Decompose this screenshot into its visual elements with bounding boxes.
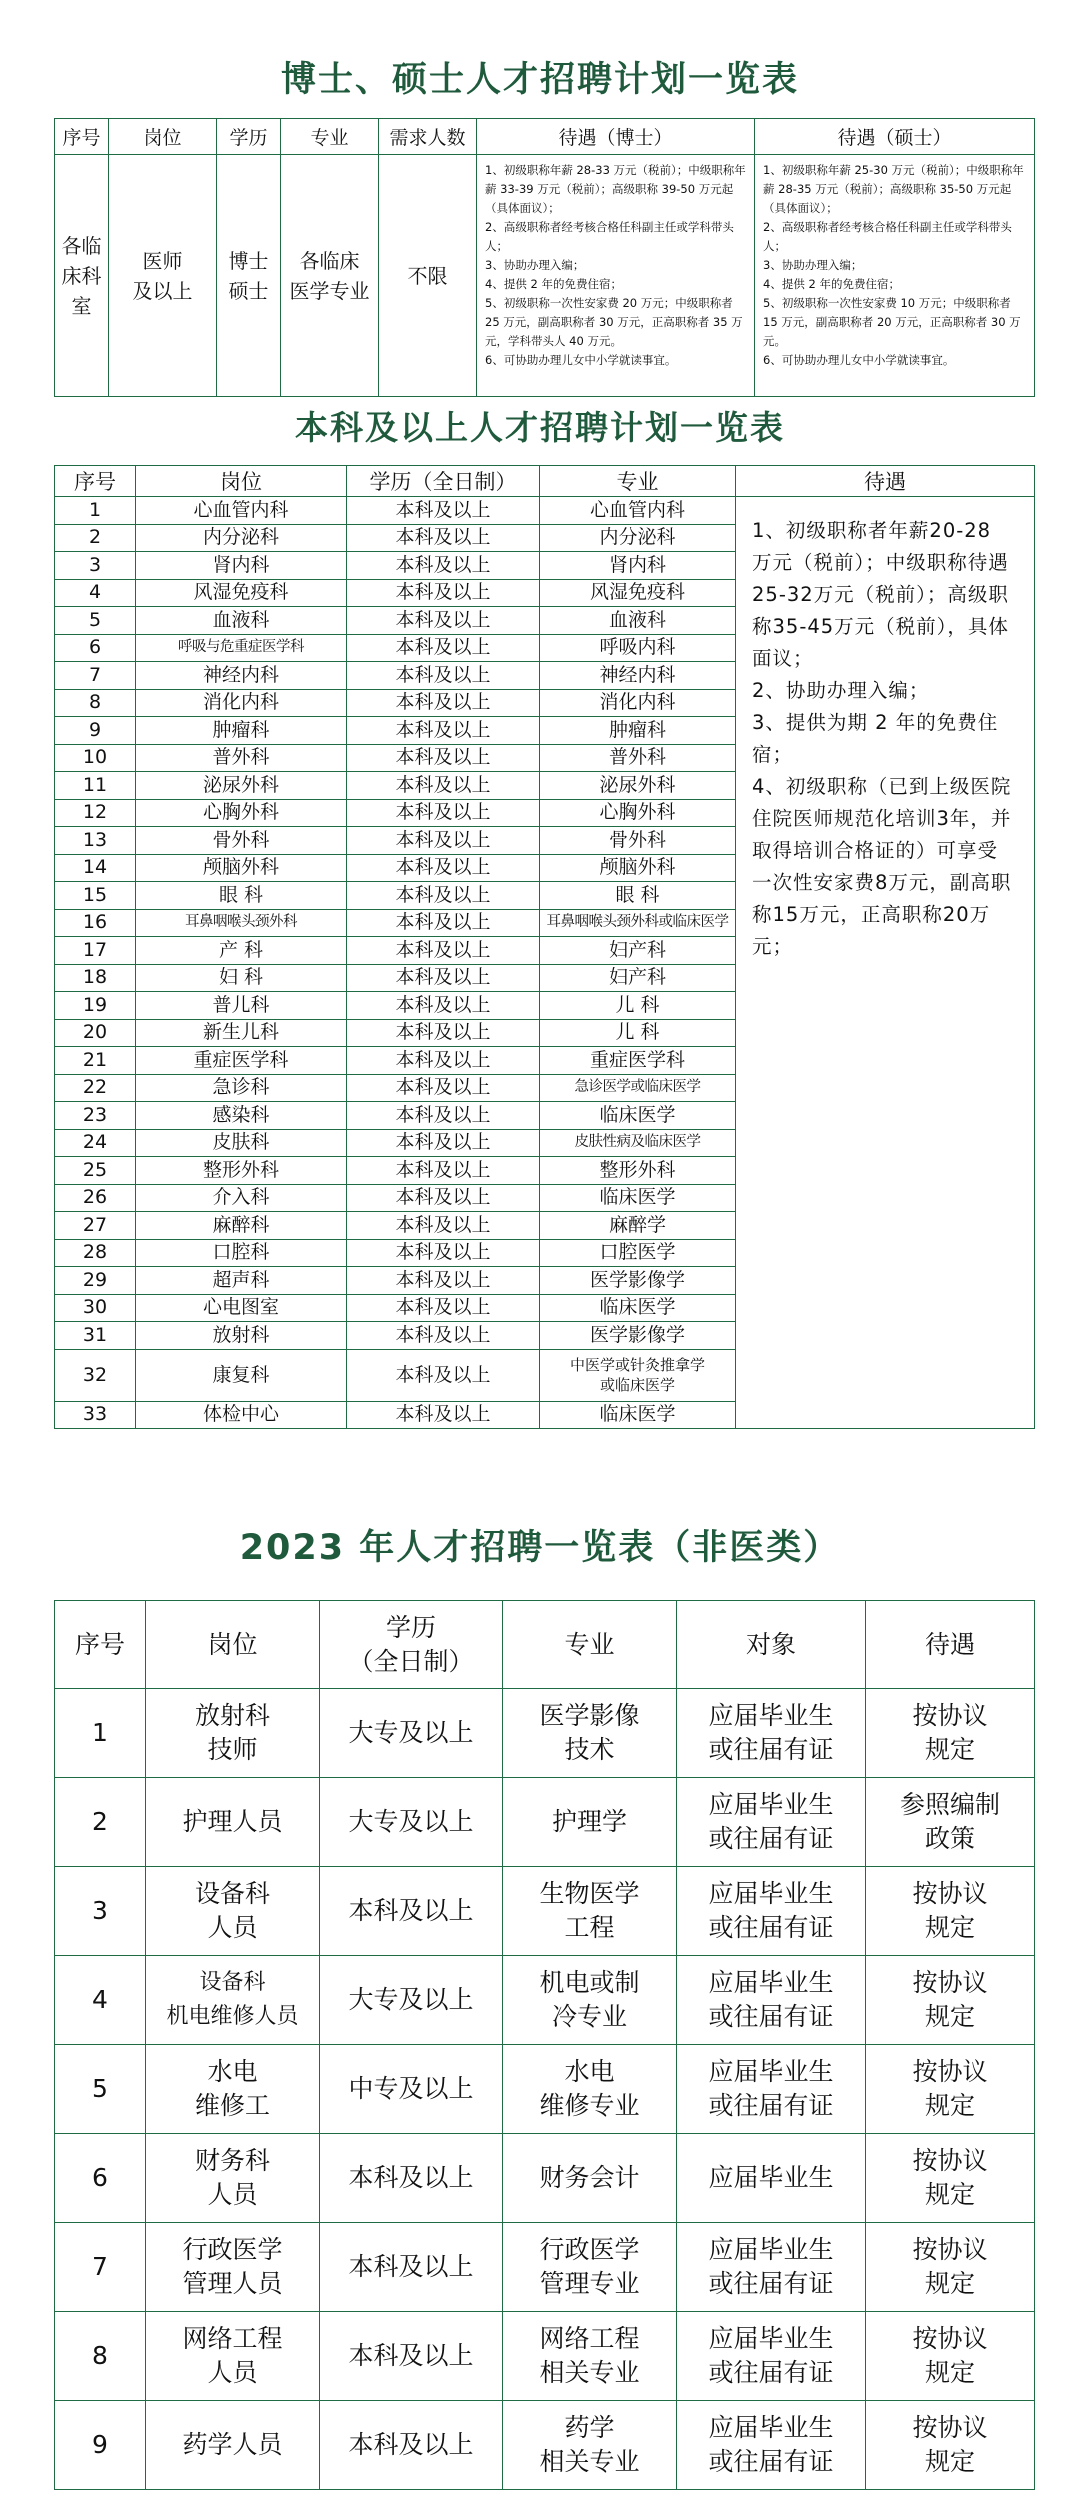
cell-edu: 本科及以上 xyxy=(347,1212,540,1240)
cell-target: 应届毕业生 或往届有证 xyxy=(677,1778,866,1867)
cell-seq: 6 xyxy=(55,2134,146,2223)
cell-post: 康复科 xyxy=(136,1349,347,1401)
cell-major: 重症医学科 xyxy=(540,1047,736,1075)
cell-seq: 15 xyxy=(55,882,136,910)
cell-post: 颅脑外科 xyxy=(136,854,347,882)
cell-edu: 本科及以上 xyxy=(347,662,540,690)
cell-major: 泌尿外科 xyxy=(540,772,736,800)
cell-edu: 本科及以上 xyxy=(347,799,540,827)
cell-edu: 本科及以上 xyxy=(347,1019,540,1047)
cell-post: 超声科 xyxy=(136,1267,347,1295)
cell-seq: 17 xyxy=(55,937,136,965)
cell-major: 各临床 医学专业 xyxy=(281,155,379,397)
table-row xyxy=(55,2312,1035,2401)
cell-target: 应届毕业生 或往届有证 xyxy=(677,2045,866,2134)
cell-benefit: 按协议 规定 xyxy=(866,2401,1035,2490)
cell-seq: 22 xyxy=(55,1074,136,1102)
table-header-row xyxy=(55,466,1035,497)
cell-seq: 19 xyxy=(55,992,136,1020)
cell-benefit: 按协议 规定 xyxy=(866,2045,1035,2134)
header-edu: 学历 xyxy=(217,119,281,155)
cell-seq: 12 xyxy=(55,799,136,827)
cell-post: 普外科 xyxy=(136,744,347,772)
cell-seq: 27 xyxy=(55,1212,136,1240)
cell-post: 泌尿外科 xyxy=(136,772,347,800)
title-phd-master: 博士、硕士人才招聘计划一览表 xyxy=(280,60,799,100)
cell-seq: 1 xyxy=(55,1689,146,1778)
cell-major: 妇产科 xyxy=(540,937,736,965)
bachelor-table xyxy=(54,465,1035,1429)
cell-post: 设备科 机电维修人员 xyxy=(146,1956,320,2045)
cell-major: 儿 科 xyxy=(540,992,736,1020)
cell-major: 普外科 xyxy=(540,744,736,772)
header-benefit: 待遇 xyxy=(866,1601,1035,1689)
cell-post: 消化内科 xyxy=(136,689,347,717)
cell-major: 网络工程 相关专业 xyxy=(503,2312,677,2401)
cell-major: 行政医学 管理专业 xyxy=(503,2223,677,2312)
cell-major: 骨外科 xyxy=(540,827,736,855)
cell-post: 肿瘤科 xyxy=(136,717,347,745)
table-header-row xyxy=(55,119,1035,155)
cell-major: 心血管内科 xyxy=(540,497,736,525)
cell-post: 药学人员 xyxy=(146,2401,320,2490)
cell-major: 血液科 xyxy=(540,607,736,635)
cell-target: 应届毕业生 或往届有证 xyxy=(677,1689,866,1778)
cell-edu: 本科及以上 xyxy=(347,937,540,965)
cell-post: 心胸外科 xyxy=(136,799,347,827)
cell-edu: 大专及以上 xyxy=(320,1956,503,2045)
cell-major: 呼吸内科 xyxy=(540,634,736,662)
table-row xyxy=(55,1689,1035,1778)
cell-benefit: 按协议 规定 xyxy=(866,2134,1035,2223)
cell-major: 生物医学 工程 xyxy=(503,1867,677,1956)
header-edu: 学历 （全日制） xyxy=(320,1601,503,1689)
cell-major: 妇产科 xyxy=(540,964,736,992)
cell-edu: 本科及以上 xyxy=(347,1294,540,1322)
cell-edu: 本科及以上 xyxy=(347,1102,540,1130)
header-edu: 学历（全日制） xyxy=(347,466,540,497)
cell-major: 机电或制 冷专业 xyxy=(503,1956,677,2045)
cell-target: 应届毕业生 或往届有证 xyxy=(677,2312,866,2401)
cell-post: 风湿免疫科 xyxy=(136,579,347,607)
cell-edu: 本科及以上 xyxy=(347,717,540,745)
cell-post: 血液科 xyxy=(136,607,347,635)
table-row xyxy=(55,2223,1035,2312)
cell-major: 医学影像 技术 xyxy=(503,1689,677,1778)
cell-post: 网络工程 人员 xyxy=(146,2312,320,2401)
cell-edu: 本科及以上 xyxy=(347,827,540,855)
cell-edu: 本科及以上 xyxy=(320,2401,503,2490)
cell-major: 临床医学 xyxy=(540,1401,736,1429)
cell-target: 应届毕业生 或往届有证 xyxy=(677,1867,866,1956)
cell-target: 应届毕业生 xyxy=(677,2134,866,2223)
cell-seq: 5 xyxy=(55,607,136,635)
cell-target: 应届毕业生 或往届有证 xyxy=(677,1956,866,2045)
cell-edu: 本科及以上 xyxy=(347,579,540,607)
cell-major: 儿 科 xyxy=(540,1019,736,1047)
cell-post: 妇 科 xyxy=(136,964,347,992)
cell-benefit: 按协议 规定 xyxy=(866,2312,1035,2401)
cell-post: 新生儿科 xyxy=(136,1019,347,1047)
table-row xyxy=(55,2045,1035,2134)
cell-target: 应届毕业生 或往届有证 xyxy=(677,2401,866,2490)
cell-edu: 本科及以上 xyxy=(347,607,540,635)
cell-edu: 本科及以上 xyxy=(320,2134,503,2223)
cell-major: 整形外科 xyxy=(540,1157,736,1185)
cell-seq: 4 xyxy=(55,579,136,607)
cell-post: 整形外科 xyxy=(136,1157,347,1185)
cell-seq: 18 xyxy=(55,964,136,992)
cell-edu: 本科及以上 xyxy=(347,964,540,992)
header-benefit: 待遇 xyxy=(736,466,1035,497)
cell-post: 皮肤科 xyxy=(136,1129,347,1157)
cell-seq: 1 xyxy=(55,497,136,525)
cell-seq: 20 xyxy=(55,1019,136,1047)
cell-benefit: 参照编制 政策 xyxy=(866,1778,1035,1867)
table-row xyxy=(55,155,1035,397)
cell-seq: 26 xyxy=(55,1184,136,1212)
cell-seq: 5 xyxy=(55,2045,146,2134)
cell-seq: 25 xyxy=(55,1157,136,1185)
header-seq: 序号 xyxy=(55,466,136,497)
cell-seq: 9 xyxy=(55,2401,146,2490)
header-phd-benefit: 待遇（博士） xyxy=(477,119,755,155)
cell-major: 财务会计 xyxy=(503,2134,677,2223)
cell-edu: 本科及以上 xyxy=(347,1239,540,1267)
cell-seq: 11 xyxy=(55,772,136,800)
cell-seq: 23 xyxy=(55,1102,136,1130)
table-row xyxy=(55,497,1035,525)
header-post: 岗位 xyxy=(109,119,217,155)
cell-seq: 7 xyxy=(55,662,136,690)
cell-major: 消化内科 xyxy=(540,689,736,717)
cell-edu: 本科及以上 xyxy=(347,1184,540,1212)
cell-post: 口腔科 xyxy=(136,1239,347,1267)
cell-edu: 本科及以上 xyxy=(347,1129,540,1157)
cell-edu: 本科及以上 xyxy=(347,854,540,882)
cell-edu: 本科及以上 xyxy=(347,1349,540,1401)
cell-major: 皮肤性病及临床医学 xyxy=(540,1129,736,1157)
cell-edu: 本科及以上 xyxy=(320,1867,503,1956)
cell-seq: 21 xyxy=(55,1047,136,1075)
cell-seq: 10 xyxy=(55,744,136,772)
title-non-medical: 2023 年人才招聘一览表（非医类） xyxy=(239,1528,841,1568)
header-post: 岗位 xyxy=(136,466,347,497)
cell-post: 神经内科 xyxy=(136,662,347,690)
cell-seq: 14 xyxy=(55,854,136,882)
cell-major: 临床医学 xyxy=(540,1102,736,1130)
cell-post: 财务科 人员 xyxy=(146,2134,320,2223)
cell-post: 设备科 人员 xyxy=(146,1867,320,1956)
cell-seq: 8 xyxy=(55,2312,146,2401)
cell-post: 医师 及以上 xyxy=(109,155,217,397)
cell-post: 肾内科 xyxy=(136,552,347,580)
table-row xyxy=(55,2134,1035,2223)
cell-seq: 6 xyxy=(55,634,136,662)
cell-major: 医学影像学 xyxy=(540,1322,736,1350)
cell-post: 急诊科 xyxy=(136,1074,347,1102)
table-row xyxy=(55,1778,1035,1867)
cell-major: 耳鼻咽喉头颈外科或临床医学 xyxy=(540,909,736,937)
cell-major: 医学影像学 xyxy=(540,1267,736,1295)
cell-post: 心电图室 xyxy=(136,1294,347,1322)
cell-major: 护理学 xyxy=(503,1778,677,1867)
cell-seq: 7 xyxy=(55,2223,146,2312)
cell-major: 肿瘤科 xyxy=(540,717,736,745)
cell-seq: 2 xyxy=(55,1778,146,1867)
cell-edu: 本科及以上 xyxy=(347,1322,540,1350)
cell-edu: 本科及以上 xyxy=(347,1267,540,1295)
cell-seq: 3 xyxy=(55,552,136,580)
cell-seq: 28 xyxy=(55,1239,136,1267)
cell-post: 护理人员 xyxy=(146,1778,320,1867)
cell-edu: 本科及以上 xyxy=(347,909,540,937)
cell-edu: 本科及以上 xyxy=(347,772,540,800)
cell-seq: 30 xyxy=(55,1294,136,1322)
cell-post: 普儿科 xyxy=(136,992,347,1020)
cell-edu: 本科及以上 xyxy=(347,524,540,552)
cell-edu: 大专及以上 xyxy=(320,1778,503,1867)
cell-post: 产 科 xyxy=(136,937,347,965)
header-count: 需求人数 xyxy=(379,119,477,155)
cell-edu: 本科及以上 xyxy=(347,552,540,580)
cell-edu: 本科及以上 xyxy=(347,744,540,772)
header-post: 岗位 xyxy=(146,1601,320,1689)
cell-post: 水电 维修工 xyxy=(146,2045,320,2134)
table-row xyxy=(55,1956,1035,2045)
cell-post: 重症医学科 xyxy=(136,1047,347,1075)
header-seq: 序号 xyxy=(55,1601,146,1689)
cell-post: 眼 科 xyxy=(136,882,347,910)
cell-seq: 31 xyxy=(55,1322,136,1350)
header-major: 专业 xyxy=(281,119,379,155)
cell-edu: 本科及以上 xyxy=(347,1157,540,1185)
cell-edu: 本科及以上 xyxy=(347,634,540,662)
cell-major: 眼 科 xyxy=(540,882,736,910)
cell-post: 心血管内科 xyxy=(136,497,347,525)
cell-post: 行政医学 管理人员 xyxy=(146,2223,320,2312)
cell-seq: 32 xyxy=(55,1349,136,1401)
cell-post: 体检中心 xyxy=(136,1401,347,1429)
cell-major: 急诊医学或临床医学 xyxy=(540,1074,736,1102)
cell-major: 临床医学 xyxy=(540,1184,736,1212)
cell-edu: 本科及以上 xyxy=(347,497,540,525)
table-row xyxy=(55,1867,1035,1956)
cell-major: 中医学或针灸推拿学 或临床医学 xyxy=(540,1349,736,1401)
table-header-row xyxy=(55,1601,1035,1689)
cell-edu: 本科及以上 xyxy=(347,689,540,717)
cell-major: 风湿免疫科 xyxy=(540,579,736,607)
cell-phd-benefit: 1、初级职称年薪 28-33 万元（税前）；中级职称年薪 33-39 万元（税前）；高级职称 39-50 万元起（具体面议）； 2、高级职称者经考核合格任科副主任或学科带头人； 3、协助办理入编； 4、提供 2 年的免费住宿； 5、初级职称一次性安家费 20 万元；中级职称者 25 万元，副高职称者 30 万元，正高职称者 35 万元，学科带头人 40 万元。 6、可协助办理儿女中小学就读事宜。 xyxy=(477,155,755,397)
cell-post: 感染科 xyxy=(136,1102,347,1130)
cell-major: 麻醉学 xyxy=(540,1212,736,1240)
cell-edu: 大专及以上 xyxy=(320,1689,503,1778)
cell-major: 内分泌科 xyxy=(540,524,736,552)
cell-benefit: 按协议 规定 xyxy=(866,1689,1035,1778)
cell-major: 水电 维修专业 xyxy=(503,2045,677,2134)
cell-edu: 本科及以上 xyxy=(320,2312,503,2401)
cell-edu: 中专及以上 xyxy=(320,2045,503,2134)
cell-major: 颅脑外科 xyxy=(540,854,736,882)
cell-benefit: 按协议 规定 xyxy=(866,1956,1035,2045)
cell-post: 放射科 xyxy=(136,1322,347,1350)
cell-seq: 8 xyxy=(55,689,136,717)
cell-edu: 本科及以上 xyxy=(347,992,540,1020)
cell-seq: 9 xyxy=(55,717,136,745)
cell-edu: 本科及以上 xyxy=(347,882,540,910)
cell-post: 放射科 技师 xyxy=(146,1689,320,1778)
cell-post: 耳鼻咽喉头颈外科 xyxy=(136,909,347,937)
cell-benefit: 1、初级职称者年薪20-28 万元（税前）；中级职称待遇 25-32万元（税前）；高级职称35-45万元（税前），具体面议； 2、协助办理入编； 3、提供为期 2 年的免费住宿； 4、初级职称（已到上级医院住院医师规范化培训3年，并取得培训合格证的）可享受一次性安家费8万元，副高职称15万元，正高职称20万元； xyxy=(736,497,1035,1429)
cell-post: 麻醉科 xyxy=(136,1212,347,1240)
cell-major: 口腔医学 xyxy=(540,1239,736,1267)
cell-major: 心胸外科 xyxy=(540,799,736,827)
cell-major: 肾内科 xyxy=(540,552,736,580)
cell-seq: 各临 床科 室 xyxy=(55,155,109,397)
cell-post: 内分泌科 xyxy=(136,524,347,552)
cell-edu: 本科及以上 xyxy=(347,1074,540,1102)
non-medical-table xyxy=(54,1600,1035,2490)
cell-seq: 13 xyxy=(55,827,136,855)
cell-target: 应届毕业生 或往届有证 xyxy=(677,2223,866,2312)
cell-major: 药学 相关专业 xyxy=(503,2401,677,2490)
cell-benefit: 按协议 规定 xyxy=(866,1867,1035,1956)
header-master-benefit: 待遇（硕士） xyxy=(755,119,1035,155)
cell-seq: 16 xyxy=(55,909,136,937)
header-major: 专业 xyxy=(540,466,736,497)
header-target: 对象 xyxy=(677,1601,866,1689)
cell-post: 介入科 xyxy=(136,1184,347,1212)
cell-seq: 2 xyxy=(55,524,136,552)
header-seq: 序号 xyxy=(55,119,109,155)
cell-seq: 3 xyxy=(55,1867,146,1956)
cell-major: 临床医学 xyxy=(540,1294,736,1322)
cell-master-benefit: 1、初级职称年薪 25-30 万元（税前）；中级职称年薪 28-35 万元（税前）；高级职称 35-50 万元起（具体面议）； 2、高级职称者经考核合格任科副主任或学科带头人； 3、协助办理入编； 4、提供 2 年的免费住宿； 5、初级职称一次性安家费 10 万元；中级职称者 15 万元，副高职称者 20 万元，正高职称者 30 万元。 6、可协助办理儿女中小学就读事宜。 xyxy=(755,155,1035,397)
cell-edu: 本科及以上 xyxy=(347,1047,540,1075)
cell-seq: 33 xyxy=(55,1401,136,1429)
cell-major: 神经内科 xyxy=(540,662,736,690)
cell-edu: 本科及以上 xyxy=(320,2223,503,2312)
table-row xyxy=(55,2401,1035,2490)
cell-count: 不限 xyxy=(379,155,477,397)
cell-seq: 4 xyxy=(55,1956,146,2045)
cell-edu: 博士 硕士 xyxy=(217,155,281,397)
cell-edu: 本科及以上 xyxy=(347,1401,540,1429)
header-major: 专业 xyxy=(503,1601,677,1689)
cell-post: 呼吸与危重症医学科 xyxy=(136,634,347,662)
phd-master-table xyxy=(54,118,1035,397)
cell-post: 骨外科 xyxy=(136,827,347,855)
cell-seq: 24 xyxy=(55,1129,136,1157)
cell-benefit: 按协议 规定 xyxy=(866,2223,1035,2312)
cell-seq: 29 xyxy=(55,1267,136,1295)
title-bachelor: 本科及以上人才招聘计划一览表 xyxy=(295,408,785,447)
